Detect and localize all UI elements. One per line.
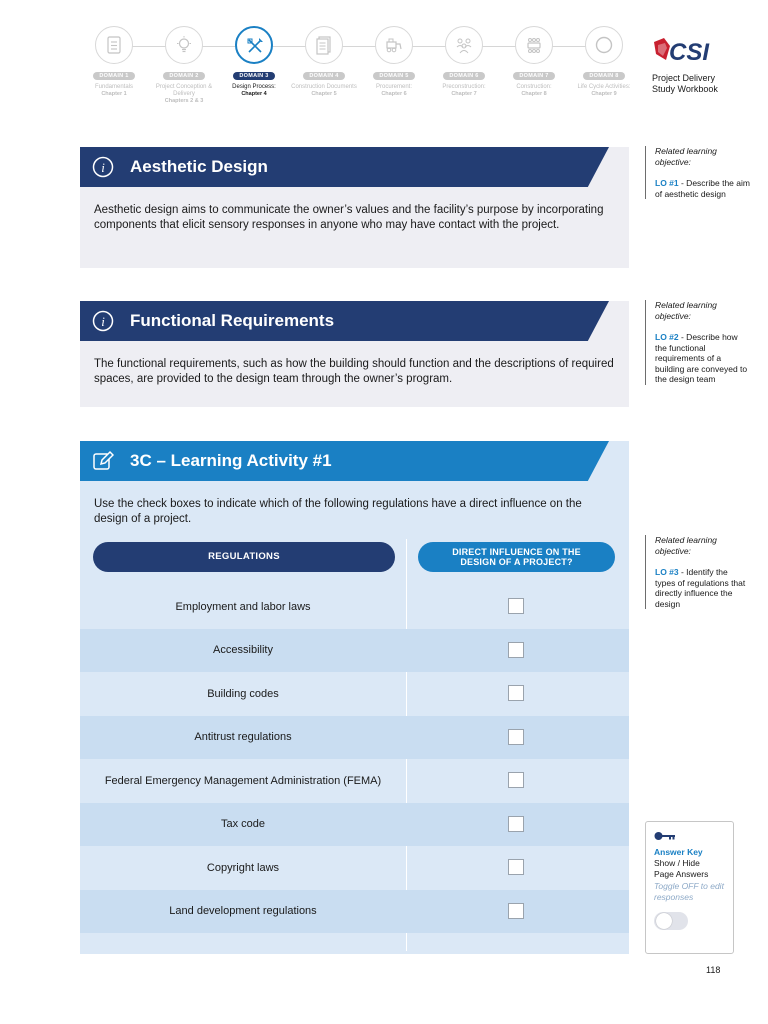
table-row — [80, 846, 629, 890]
functional-requirements-section — [80, 301, 629, 407]
domain-8-nav-item[interactable] — [568, 26, 640, 98]
answer-key-toggle[interactable] — [654, 912, 688, 930]
learning-objective-1 — [645, 146, 750, 199]
learning-activity-section — [80, 441, 629, 954]
learning-objective-2 — [645, 300, 750, 385]
info-icon — [92, 310, 114, 332]
direct-influence-checkbox[interactable] — [508, 729, 524, 745]
key-icon — [654, 831, 676, 841]
document-icon — [305, 26, 343, 64]
workbook-title-line2: Study Workbook — [652, 84, 718, 94]
section-title: Functional Requirements — [130, 311, 335, 330]
domain-name: Preconstruction: — [442, 84, 486, 90]
domain-badge: DOMAIN 8 — [583, 72, 624, 80]
regulation-name: Copyright laws — [206, 861, 280, 874]
regulation-name: Accessibility — [213, 644, 273, 657]
svg-text:i: i — [101, 314, 105, 329]
domain-6-nav-item[interactable] — [428, 26, 500, 98]
domain-name: Procurement: — [375, 84, 412, 90]
domain-badge: DOMAIN 4 — [303, 72, 344, 80]
direct-influence-checkbox[interactable] — [508, 685, 524, 701]
objective-text-block — [655, 332, 750, 385]
domain-1-nav-item[interactable] — [78, 26, 150, 98]
regulation-name: Land development regulations — [169, 905, 317, 918]
column-header-line1: DIRECT INFLUENCE ON THE — [452, 547, 581, 557]
regulation-name: Building codes — [207, 687, 279, 700]
section-body: Aesthetic design aims to communicate the owner’s values and the facility’s purpose by incorporating components that elicit sensory responses in anyone who may have contact with the project. — [94, 204, 604, 231]
domain-name: Construction: — [516, 84, 552, 90]
section-header — [80, 301, 629, 341]
objective-text: - Identify the types of regulations that directly influence the design — [655, 567, 746, 609]
objective-label: Related learning objective: — [655, 535, 717, 556]
table-row — [80, 716, 629, 760]
domain-name: Construction Documents — [291, 84, 357, 90]
objective-number: LO #2 — [655, 332, 679, 342]
drafting-tools-icon — [235, 26, 273, 64]
answer-key-note: Toggle OFF to edit responses — [654, 881, 724, 902]
table-row — [80, 803, 629, 847]
learning-objective-3 — [645, 535, 750, 609]
domain-chapter: Chapter 7 — [451, 91, 477, 97]
regulation-name: Federal Emergency Management Administration (FEMA) — [104, 774, 382, 787]
aesthetic-design-section — [80, 147, 629, 268]
lightbulb-icon — [165, 26, 203, 64]
answer-key-panel — [645, 821, 734, 954]
activity-instructions: Use the check boxes to indicate which of the following regulations have a direct influence on the design of a project. — [94, 498, 582, 525]
table-row — [80, 890, 629, 934]
info-icon — [92, 156, 114, 178]
table-row — [80, 759, 629, 803]
objective-label: Related learning objective: — [655, 146, 717, 167]
section-title: 3C – Learning Activity #1 — [130, 451, 332, 470]
svg-text:i: i — [101, 160, 105, 175]
table-row — [80, 629, 629, 673]
domain-5-nav-item[interactable] — [358, 26, 430, 98]
workbook-title-line1: Project Delivery — [652, 73, 716, 83]
brand-block — [652, 36, 762, 95]
domain-chapter: Chapter 6 — [381, 91, 407, 97]
domain-7-nav-item[interactable] — [498, 26, 570, 98]
domain-chapter: Chapter 8 — [521, 91, 547, 97]
team-icon — [445, 26, 483, 64]
domain-chapter: Chapter 5 — [311, 91, 337, 97]
domain-badge: DOMAIN 3 — [233, 72, 274, 80]
direct-influence-checkbox[interactable] — [508, 903, 524, 919]
table-row — [80, 585, 629, 629]
domain-navigation — [78, 26, 638, 120]
csi-logo — [652, 36, 722, 66]
regulation-name: Antitrust regulations — [194, 731, 292, 744]
domain-badge: DOMAIN 7 — [513, 72, 554, 80]
domain-badge: DOMAIN 6 — [443, 72, 484, 80]
section-header — [80, 441, 629, 481]
direct-influence-checkbox[interactable] — [508, 642, 524, 658]
objective-text: - Describe the aim of aesthetic design — [655, 178, 750, 199]
section-body: The functional requirements, such as how the building should function and the descriptions of required spaces, are provided to the design team through the owner’s program. — [94, 358, 614, 385]
objective-text-block — [655, 567, 750, 609]
direct-influence-column-header — [418, 542, 615, 572]
objective-number: LO #3 — [655, 567, 679, 577]
domain-badge: DOMAIN 1 — [93, 72, 134, 80]
domain-name: Project Conception & Delivery — [155, 84, 213, 97]
domain-chapter: Chapters 2 & 3 — [164, 98, 204, 104]
cycle-icon — [585, 26, 623, 64]
column-header-line2: DESIGN OF A PROJECT? — [460, 557, 573, 567]
table-bottom-spacer — [80, 933, 629, 951]
domain-chapter: Chapter 1 — [101, 91, 127, 97]
domain-2-nav-item[interactable] — [148, 26, 220, 105]
meeting-icon — [515, 26, 553, 64]
direct-influence-checkbox[interactable] — [508, 772, 524, 788]
domain-name: Design Process: — [232, 84, 276, 90]
edit-pencil-icon — [92, 450, 114, 472]
page-number: 118 — [706, 965, 721, 975]
domain-chapter: Chapter 4 — [241, 91, 267, 97]
regulations-column-header: REGULATIONS — [93, 542, 395, 572]
workbook-title — [652, 73, 762, 95]
regulation-name: Employment and labor laws — [175, 600, 311, 613]
checklist-icon — [95, 26, 133, 64]
table-row — [80, 672, 629, 716]
answer-key-line1: Show / Hide — [654, 858, 700, 868]
domain-3-nav-item[interactable] — [218, 26, 290, 98]
toggle-knob — [656, 913, 672, 929]
regulations-table — [80, 539, 629, 951]
section-header — [80, 147, 629, 187]
domain-4-nav-item[interactable] — [288, 26, 360, 98]
direct-influence-checkbox[interactable] — [508, 816, 524, 832]
answer-key-title: Answer Key — [654, 847, 703, 857]
objective-text-block — [655, 178, 750, 199]
domain-name: Life Cycle Activities: — [577, 84, 631, 90]
answer-key-line2: Page Answers — [654, 869, 709, 879]
regulation-name: Tax code — [220, 818, 266, 831]
objective-text: - Describe how the functional requirements of a building are conveyed to the design team — [655, 332, 748, 384]
bulldozer-icon — [375, 26, 413, 64]
table-header — [80, 539, 629, 585]
objective-number: LO #1 — [655, 178, 679, 188]
domain-name: Fundamentals — [94, 84, 134, 90]
objective-label: Related learning objective: — [655, 300, 717, 321]
domain-badge: DOMAIN 2 — [163, 72, 204, 80]
domain-chapter: Chapter 9 — [591, 91, 617, 97]
direct-influence-checkbox[interactable] — [508, 859, 524, 875]
direct-influence-checkbox[interactable] — [508, 598, 524, 614]
section-title: Aesthetic Design — [130, 157, 268, 176]
domain-badge: DOMAIN 5 — [373, 72, 414, 80]
logo-text: CSI — [669, 39, 710, 66]
